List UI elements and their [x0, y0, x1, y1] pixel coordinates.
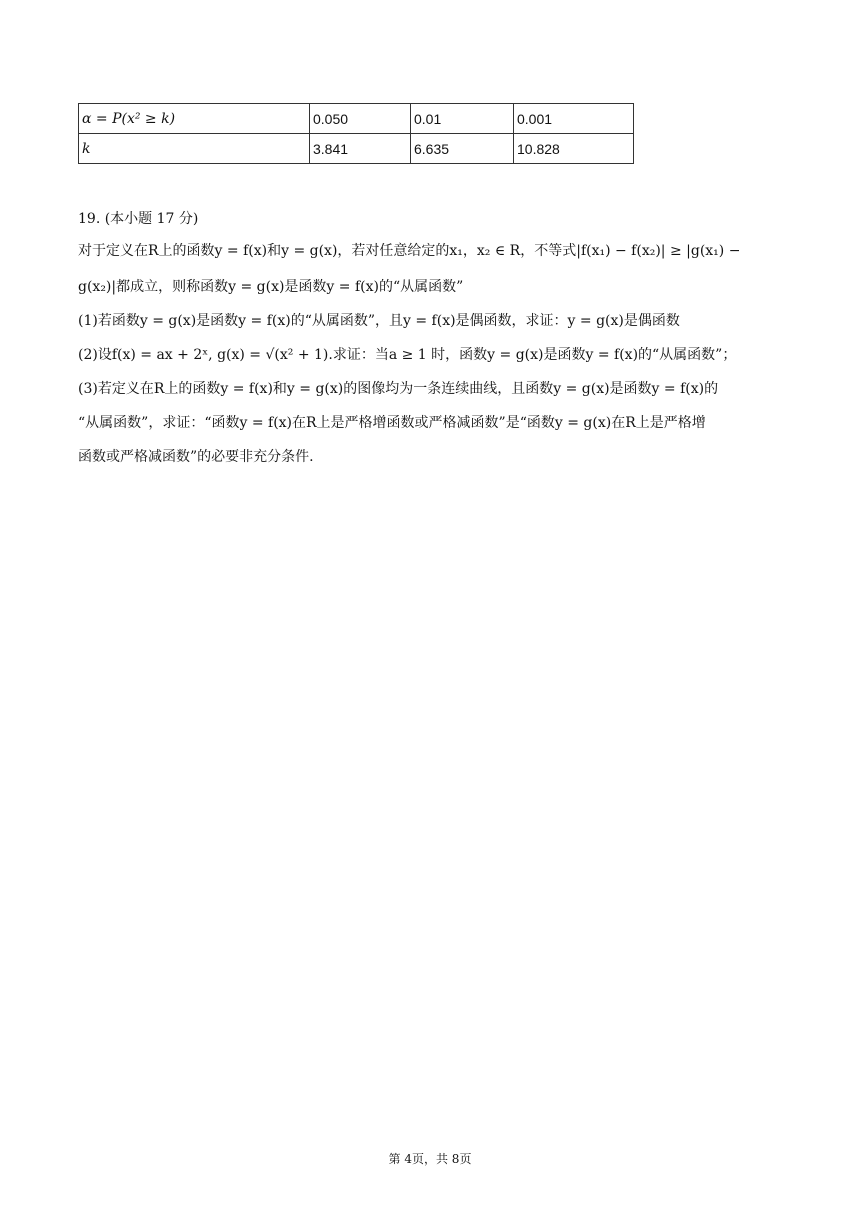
question-header: 19. (本小题 17 分) — [78, 211, 199, 227]
table-row — [79, 134, 634, 164]
question-line: 函数或严格减函数”的必要非充分条件. — [78, 449, 314, 465]
question-part-1: (1)若函数y = g(x)是函数y = f(x)的“从属函数”，且y = f(x)是偶函数，求证：y = g(x)是偶函数 — [78, 313, 680, 329]
question-line: “从属函数”，求证：“函数y = f(x)在R上是严格增函数或严格减函数”是“函数y = g(x)在R上是严格增 — [78, 415, 706, 431]
table-cell: 6.635 — [411, 134, 514, 164]
table-cell: 0.001 — [514, 104, 634, 134]
question-line: 对于定义在R上的函数y = f(x)和y = g(x)，若对任意给定的x₁，x₂ ∈ R，不等式|f(x₁) − f(x₂)| ≥ |g(x₁) − — [78, 243, 741, 259]
table-cell: α = P(x² ≥ k) — [79, 104, 310, 134]
table-cell: 0.050 — [310, 104, 411, 134]
table-row — [79, 104, 634, 134]
question-line: g(x₂)|都成立，则称函数y = g(x)是函数y = f(x)的“从属函数” — [78, 279, 464, 295]
table-cell: 3.841 — [310, 134, 411, 164]
critical-value-table — [78, 103, 634, 164]
question-part-2: (2)设f(x) = ax + 2ˣ, g(x) = √(x² + 1).求证：当a ≥ 1 时，函数y = g(x)是函数y = f(x)的“从属函数”； — [78, 347, 737, 363]
table-cell: k — [79, 134, 310, 164]
page-footer: 第 4页，共 8页 — [388, 1152, 472, 1166]
table-cell: 0.01 — [411, 104, 514, 134]
table-cell: 10.828 — [514, 134, 634, 164]
question-part-3: (3)若定义在R上的函数y = f(x)和y = g(x)的图像均为一条连续曲线，且函数y = g(x)是函数y = f(x)的 — [78, 381, 719, 397]
